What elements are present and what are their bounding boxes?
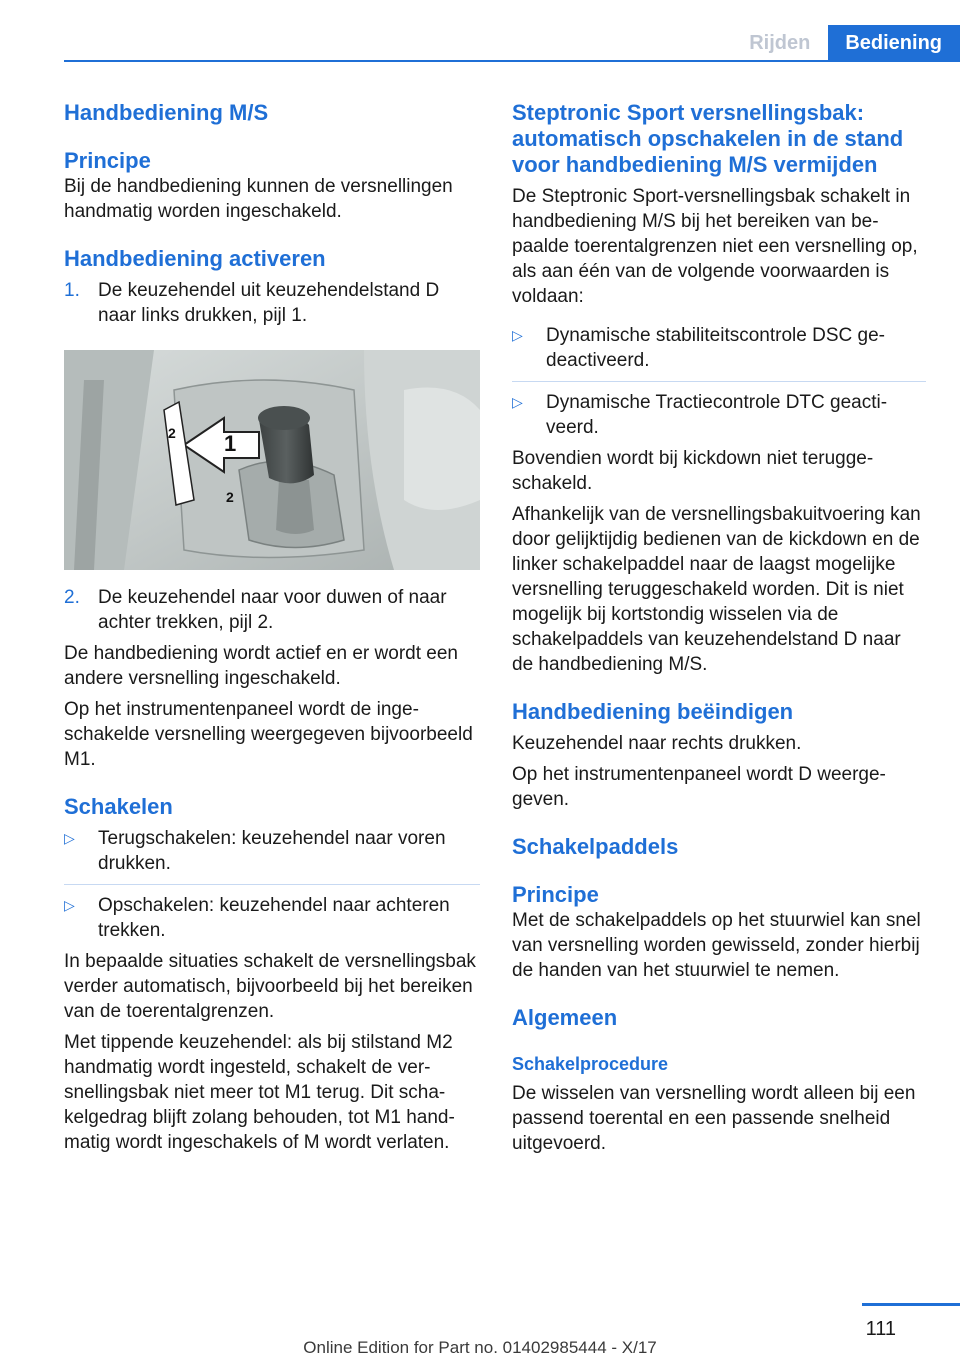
list-item — [64, 893, 480, 943]
list-item-text: Dynamische stabiliteitscontrole DSC gedeactiveerd. — [546, 325, 885, 371]
triangle-bullet-icon: ▷ — [64, 830, 75, 846]
chapter-tabs — [731, 25, 960, 61]
paragraph: Afhankelijk van de versnellingsbakuitvoering kan door gelijktijdig bedienen van de kickdown en de linker schakelpaddel naar de laagst mogelijke versnelling teruggeschakeld worden. Dit is niet mogelijk bij kortstondig wisselen via de schakelpaddels van keuzehendelstand D naar de handbediening M/S. — [512, 504, 921, 675]
triangle-bullet-icon: ▷ — [64, 897, 75, 913]
paragraph: Bovendien wordt bij kickdown niet teruggeschakeld. — [512, 448, 874, 494]
right-column — [512, 100, 926, 1156]
heading-schakelprocedure: Schakelprocedure — [512, 1054, 669, 1074]
arrow-label-2-bottom: 2 — [226, 489, 234, 505]
header-rule — [64, 60, 960, 62]
step-text: De keuzehendel uit keuzehendelstand D naar links drukken, pijl 1. — [98, 280, 440, 326]
heading-activeren: Handbediening activeren — [64, 246, 326, 271]
heading-principe: Principe — [512, 882, 599, 907]
tab-rijden[interactable]: Rijden — [731, 25, 828, 61]
page-number: 111 — [865, 1318, 896, 1340]
step-1 — [64, 278, 480, 328]
paragraph: Met tippende keuzehendel: als bij stilstand M2 handmatig wordt ingesteld, schakelt de versnellingsbak niet meer tot M1 terug. Dit schakelgedrag blijft zolang behouden, tot M1 handmatig wordt ingeschakels of M wordt verlaten. — [64, 1032, 455, 1153]
paragraph: De wisselen van versnelling wordt alleen bij een passend toerental en een passende snelheid uitgevoerd. — [512, 1083, 916, 1154]
list-item-text: Dynamische Tractiecontrole DTC geactiveerd. — [546, 392, 888, 438]
step-number: 2. — [64, 587, 80, 608]
edition-footer: Online Edition for Part no. 01402985444 - X/17 — [303, 1338, 657, 1357]
list-item — [64, 826, 480, 876]
list-item-text: Opschakelen: keuzehendel naar achteren trekken. — [98, 895, 450, 941]
paragraph: In bepaalde situaties schakelt de versnellingsbak verder automatisch, bijvoorbeeld bij het bereiken van de toerentalgrenzen. — [64, 951, 476, 1022]
triangle-bullet-icon: ▷ — [512, 327, 523, 343]
heading-algemeen: Algemeen — [512, 1005, 618, 1030]
step-text: De keuzehendel naar voor duwen of naar achter trekken, pijl 2. — [98, 587, 447, 633]
heading-principe: Principe — [64, 148, 151, 173]
list-item-text: Terugschakelen: keuzehendel naar voren drukken. — [98, 828, 446, 874]
divider — [512, 381, 926, 382]
list-item — [512, 390, 926, 440]
paragraph: Keuzehendel naar rechts drukken. — [512, 733, 802, 754]
list-item — [512, 323, 926, 373]
section-title-schakelpaddels: Schakelpaddels — [512, 834, 679, 859]
heading-schakelen: Schakelen — [64, 794, 173, 819]
gear-selector-illustration — [64, 350, 480, 570]
step-number: 1. — [64, 280, 80, 301]
arrow-label-2-top: 2 — [168, 425, 176, 441]
tab-bediening[interactable]: Bediening — [828, 25, 960, 61]
paragraph: De Steptronic Sport-versnellingsbak schakelt in handbediening M/S bij het bereiken van bepaalde toerentalgrenzen niet een versnelling op, als aan één van de volgende voorwaarden is voldaan: — [512, 186, 918, 307]
section-title-handbediening: Handbediening M/S — [64, 100, 269, 125]
divider — [64, 884, 480, 885]
paragraph: Op het instrumentenpaneel wordt de ingeschakelde versnelling weergegeven bijvoorbeeld M1. — [64, 699, 473, 770]
principe-text: Bij de handbediening kunnen de versnellingen handmatig worden ingeschakeld. — [64, 176, 453, 222]
left-column — [64, 100, 480, 1155]
heading-steptronic: Steptronic Sport versnellingsbak: automatisch opschakelen in de stand voor handbediening M/S vermijden — [512, 100, 904, 177]
paragraph: Met de schakelpaddels op het stuurwiel kan snel van versnelling worden gewisseld, zonder hierbij de handen van het stuurwiel te nemen. — [512, 910, 921, 981]
paragraph: Op het instrumentenpaneel wordt D weergegeven. — [512, 764, 886, 810]
arrow-label-1: 1 — [224, 431, 237, 456]
footer-rule — [862, 1303, 960, 1306]
paragraph: De handbediening wordt actief en er wordt een andere versnelling ingeschakeld. — [64, 643, 458, 689]
triangle-bullet-icon: ▷ — [512, 394, 523, 410]
heading-beeindigen: Handbediening beëindigen — [512, 699, 794, 724]
step-2 — [64, 585, 480, 635]
